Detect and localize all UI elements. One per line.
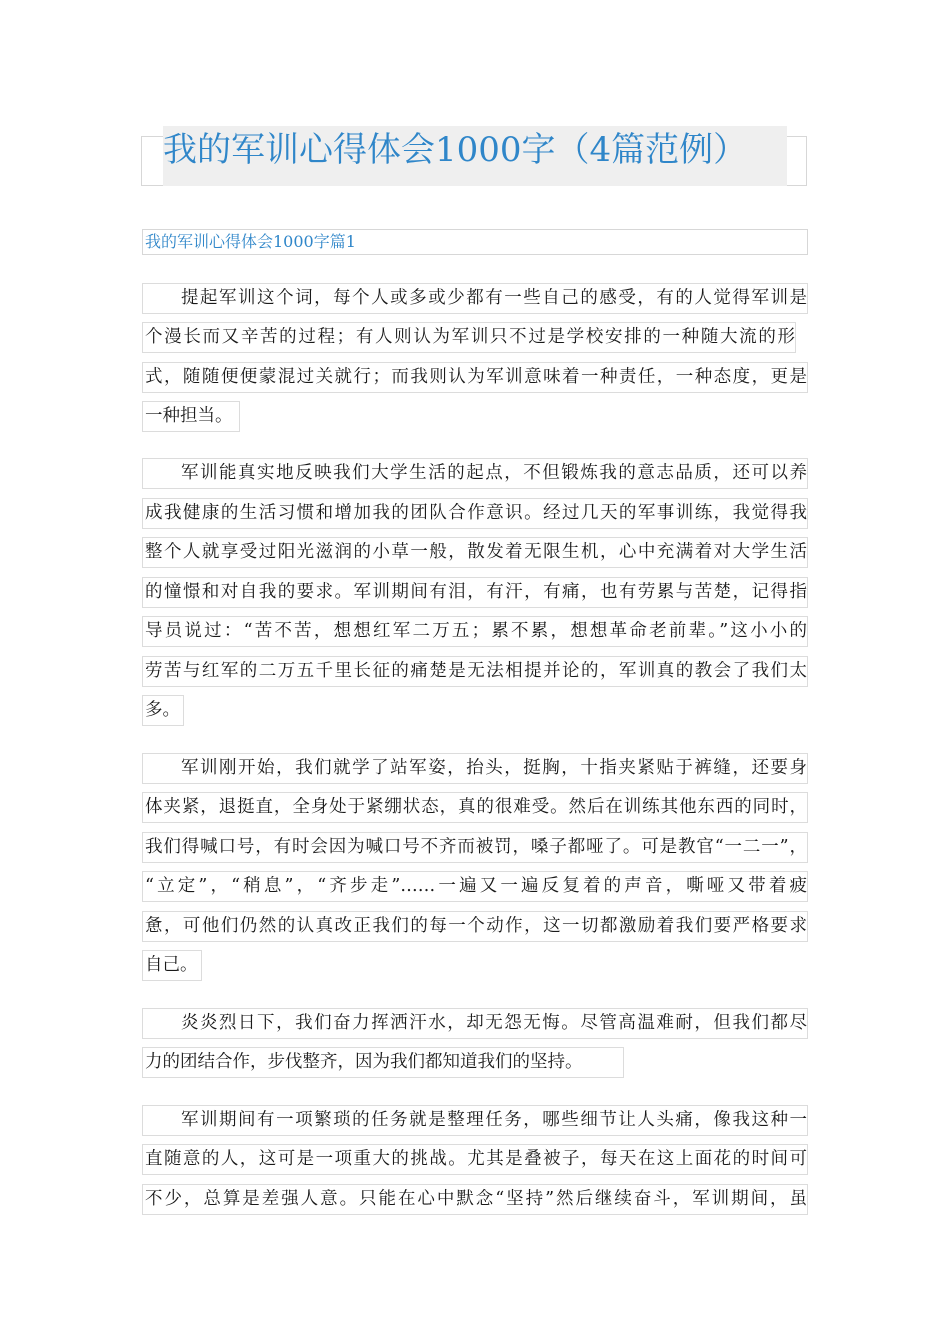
paragraph-3-line-6: 自己。 — [142, 950, 202, 981]
paragraph-1-line-3: 式，随随便便蒙混过关就行；而我则认为军训意味着一种责任，一种态度，更是 — [142, 362, 808, 393]
paragraph-5-line-1: 军训期间有一项繁琐的任务就是整理任务，哪些细节让人头痛，像我这种一 — [142, 1105, 808, 1136]
paragraph-1-line-4: 一种担当。 — [142, 401, 240, 432]
paragraph-5-line-2: 直随意的人，这可是一项重大的挑战。尤其是叠被子，每天在这上面花的时间可 — [142, 1144, 808, 1175]
paragraph-3-line-4: “立定”，“稍息”，“齐步走”……一遍又一遍反复着的声音，嘶哑又带着疲 — [142, 871, 808, 902]
paragraph-3-line-1: 军训刚开始，我们就学了站军姿，抬头，挺胸，十指夹紧贴于裤缝，还要身 — [142, 753, 808, 784]
paragraph-3-line-5: 惫，可他们仍然的认真改正我们的每一个动作，这一切都激励着我们要严格要求 — [142, 911, 808, 942]
paragraph-3-line-2: 体夹紧，退挺直，全身处于紧绷状态，真的很难受。然后在训练其他东西的同时， — [142, 792, 808, 823]
section-heading: 我的军训心得体会1000字篇1 — [142, 229, 808, 255]
paragraph-2-line-4: 的憧憬和对自我的要求。军训期间有泪，有汗，有痛，也有劳累与苦楚，记得指 — [142, 577, 808, 608]
paragraph-3-line-3: 我们得喊口号，有时会因为喊口号不齐而被罚，嗓子都哑了。可是教官“一二一”， — [142, 832, 808, 863]
paragraph-2-line-3: 整个人就享受过阳光滋润的小草一般，散发着无限生机，心中充满着对大学生活 — [142, 537, 808, 568]
paragraph-2-line-2: 成我健康的生活习惯和增加我的团队合作意识。经过几天的军事训练，我觉得我 — [142, 498, 808, 529]
document-title: 我的军训心得体会1000字（4篇范例） — [163, 130, 748, 170]
paragraph-4-line-2: 力的团结合作，步伐整齐，因为我们都知道我们的坚持。 — [142, 1047, 624, 1078]
paragraph-5-line-3: 不少，总算是差强人意。只能在心中默念“坚持”然后继续奋斗，军训期间，虽 — [142, 1184, 808, 1215]
paragraph-2-line-6: 劳苦与红军的二万五千里长征的痛楚是无法相提并论的，军训真的教会了我们太 — [142, 656, 808, 687]
paragraph-1-line-1: 提起军训这个词，每个人或多或少都有一些自己的感受，有的人觉得军训是 — [142, 283, 808, 314]
paragraph-4-line-1: 炎炎烈日下，我们奋力挥洒汗水，却无怨无悔。尽管高温难耐，但我们都尽 — [142, 1008, 808, 1039]
paragraph-1-line-2: 个漫长而又辛苦的过程；有人则认为军训只不过是学校安排的一种随大流的形 — [142, 322, 796, 353]
paragraph-2-line-7: 多。 — [142, 695, 184, 726]
paragraph-2-line-5: 导员说过：“苦不苦，想想红军二万五；累不累，想想革命老前辈。”这小小的 — [142, 616, 808, 647]
paragraph-2-line-1: 军训能真实地反映我们大学生活的起点，不但锻炼我的意志品质，还可以养 — [142, 458, 808, 489]
